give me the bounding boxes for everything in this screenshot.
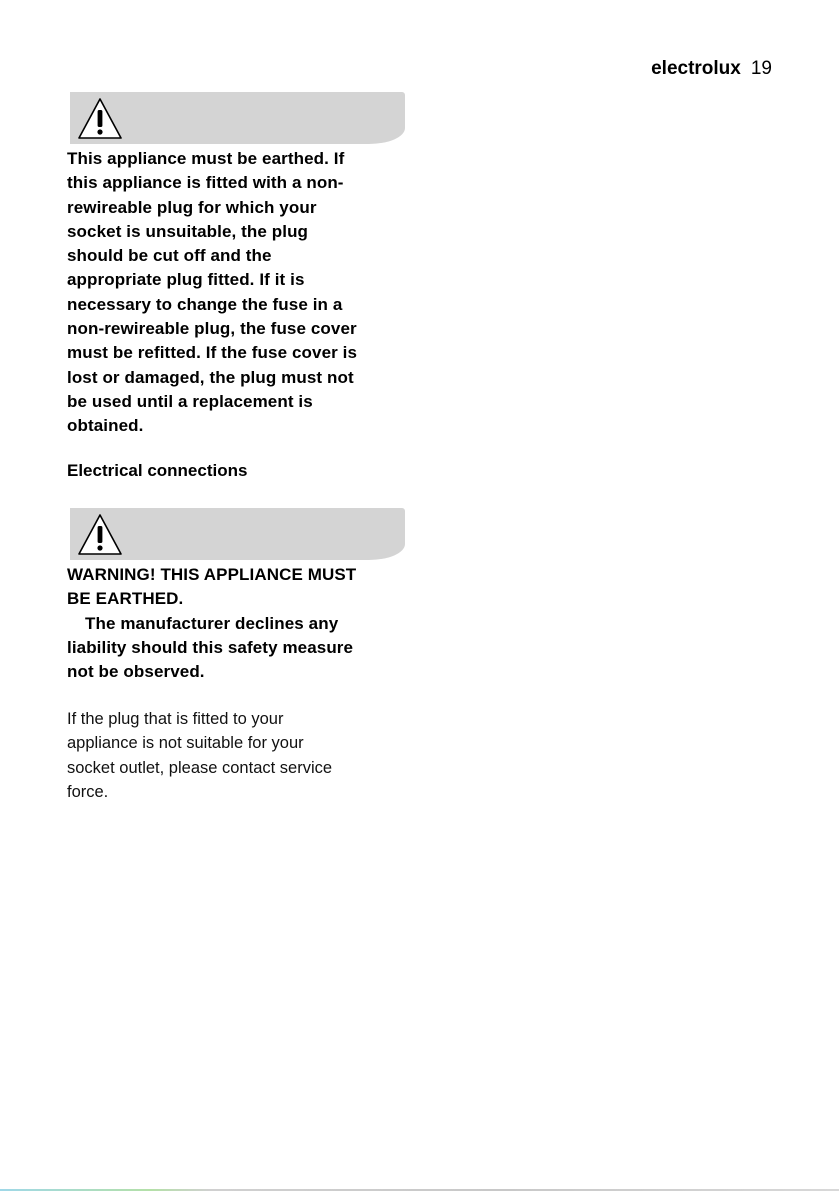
warning-banner bbox=[70, 92, 405, 144]
service-note bbox=[67, 707, 407, 804]
warning-paragraph: This appliance must be earthed. If this appliance is fitted with a non- rewireable plug for which your socket is unsuitable, the plug should be cut off and the appropriate plug fitted. If it is necessary to change the fuse in a non-rewireable plug, the fuse cover must be refitted. If the fuse cover is lost or damaged, the plug must not be used until a replacement is obtained. bbox=[67, 149, 358, 436]
note-paragraph: If the plug that is fitted to your appliance is not suitable for your socket outlet, please contact service force. bbox=[67, 710, 333, 801]
section-heading: Electrical connections bbox=[67, 461, 248, 480]
earthing-warning-text bbox=[67, 563, 407, 684]
warning-banner bbox=[70, 508, 405, 560]
warning-triangle-icon bbox=[76, 512, 124, 558]
earthing-warning-text bbox=[67, 147, 407, 439]
brand-name: electrolux bbox=[651, 58, 741, 79]
page-header bbox=[651, 58, 772, 80]
warning-paragraph: WARNING! THIS APPLIANCE MUST BE EARTHED. The manufacturer declines any liability should this safety measure not be observed. bbox=[67, 565, 357, 682]
warning-triangle-icon bbox=[76, 96, 124, 142]
page-number: 19 bbox=[750, 58, 772, 79]
